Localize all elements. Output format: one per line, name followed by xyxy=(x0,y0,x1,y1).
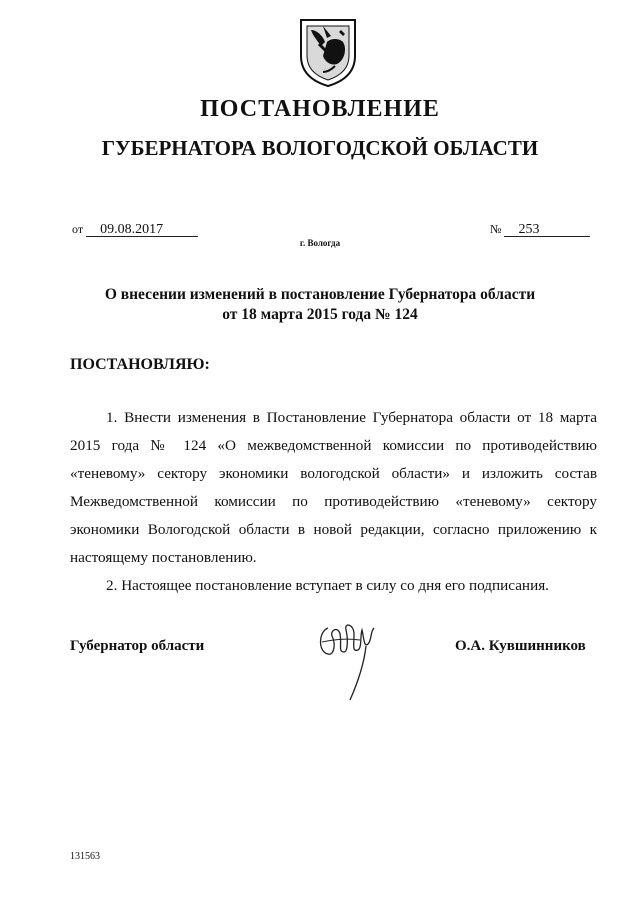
document-body xyxy=(70,404,597,600)
handwritten-signature xyxy=(314,618,380,704)
number-prefix: № xyxy=(490,222,502,236)
date-line xyxy=(72,222,198,237)
city-label: г. Вологда xyxy=(299,238,341,248)
number-line xyxy=(490,222,590,237)
coat-of-arms-emblem xyxy=(297,16,359,88)
signatory-name: О.А. Кувшинников xyxy=(455,638,586,654)
document-title: ПОСТАНОВЛЕНИЕ xyxy=(200,96,440,122)
document-date: 09.08.2017 xyxy=(86,223,198,237)
subject-line-1: О внесении изменений в постановление Губернатора области xyxy=(104,286,536,303)
document-number: 253 xyxy=(504,223,590,237)
decree-heading: ПОСТАНОВЛЯЮ: xyxy=(70,356,210,373)
body-paragraph-2: 2. Настоящее постановление вступает в силу со дня его подписания. xyxy=(106,577,549,594)
signatory-position: Губернатор области xyxy=(70,638,205,654)
document-subtitle: ГУБЕРНАТОРА ВОЛОГОДСКОЙ ОБЛАСТИ xyxy=(101,136,539,160)
subject-line-2: от 18 марта 2015 года № 124 xyxy=(222,306,418,323)
document-id: 131563 xyxy=(70,851,100,862)
date-prefix: от xyxy=(72,222,84,236)
body-paragraph-1: 1. Внести изменения в Постановление Губернатора области от 18 марта 2015 года № 124 «О межведомственной комиссии по противодействию «теневому» сектору экономики вологодской области» и изложить состав Межведомственной комиссии по противодействию «теневому» сектору экономики Вологодской области в новой редакции, согласно приложению к настоящему постановлению. xyxy=(70,409,597,566)
document-subject xyxy=(0,285,640,325)
